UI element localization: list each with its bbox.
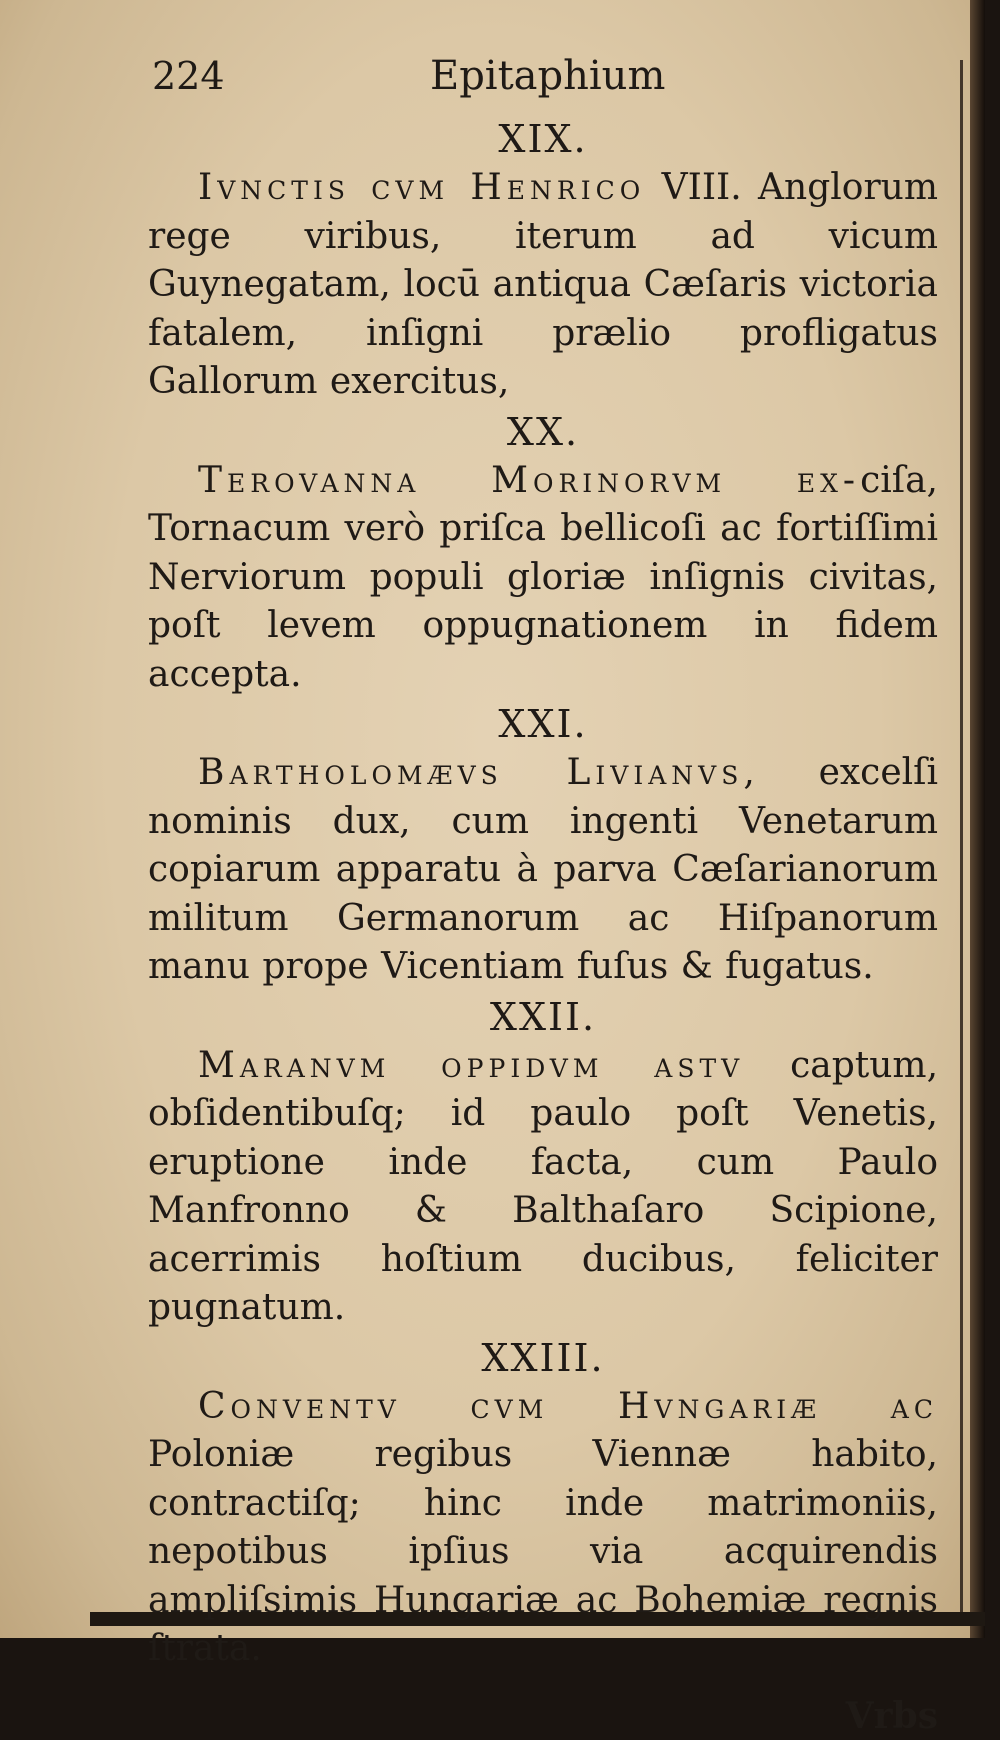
- section-paragraph: [148, 1042, 938, 1333]
- section-numeral: XXII.: [148, 992, 938, 1042]
- section-lead: Bartholomævs Livianvs,: [198, 752, 760, 793]
- section-numeral: XXI.: [148, 699, 938, 749]
- section-numeral: XIX.: [148, 114, 938, 164]
- section-numeral: XXIII.: [148, 1333, 938, 1383]
- running-title: Epitaphium: [430, 52, 665, 101]
- section-text: excelſi nominis dux, cum ingenti Venetarum copiarum apparatu à parva Cæſarianorum militum Germanorum ac Hiſpanorum manu prope Vicentiam fuſus & fugatus.: [148, 752, 938, 987]
- section: [148, 407, 938, 700]
- binding-edge: [970, 0, 985, 1638]
- section-text: VIII. Anglorum rege viribus, iterum ad vicum Guynegatam, locū antiqua Cæſaris victoria fatalem, inſigni prælio profligatus Gallorum exercitus,: [148, 167, 938, 402]
- section-paragraph: [148, 457, 938, 700]
- catchword: Vrbs: [148, 1692, 938, 1740]
- section-text: Poloniæ regibus Viennæ habito, contractiſq; hinc inde matrimoniis, nepotibus ipſius via acquirendis ampliſsimis Hungariæ ac Bohemiæ regnis ſtrata.: [148, 1434, 938, 1669]
- section: [148, 699, 938, 992]
- section-paragraph: [148, 749, 938, 992]
- section-lead: Maranvm oppidvm astv: [198, 1045, 744, 1086]
- section: [148, 992, 938, 1333]
- page-text: [148, 40, 938, 1740]
- section: [148, 1333, 938, 1674]
- section-lead: Terovanna Morinorvm ex-: [198, 460, 860, 501]
- section-lead: Conventv cvm Hvngariæ ac: [198, 1386, 938, 1427]
- page-edge-shadow: [960, 60, 963, 1620]
- page-header: [148, 40, 938, 114]
- section-paragraph: [148, 1383, 938, 1674]
- section: [148, 114, 938, 407]
- section-text: ciſa, Tornacum verò priſca bellicoſi ac fortiſſimi Nerviorum populi gloriæ inſignis civitas, poſt levem oppugnationem in fidem accepta.: [148, 460, 938, 695]
- section-paragraph: [148, 164, 938, 407]
- section-numeral: XX.: [148, 407, 938, 457]
- section-text: captum, obſidentibuſq; id paulo poſt Venetis, eruptione inde facta, cum Paulo Manfronno & Balthaſaro Scipione, acerrimis hoſtium ducibus, feliciter pugnatum.: [148, 1045, 938, 1329]
- section-lead: Ivnctis cvm Henrico: [198, 167, 645, 208]
- page-number: 224: [152, 52, 225, 101]
